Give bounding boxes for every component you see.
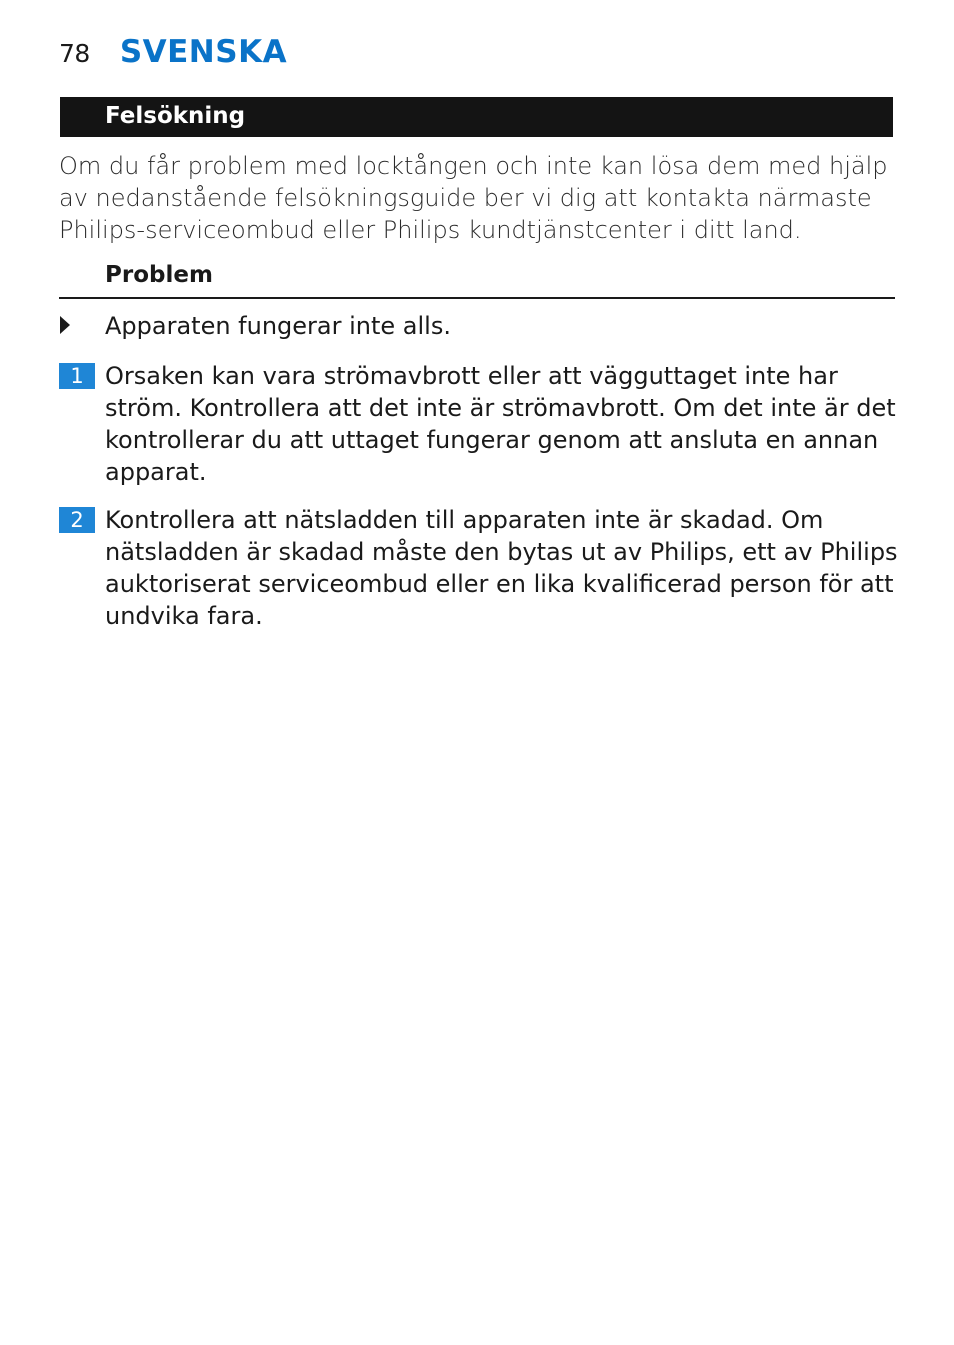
section-title-bar (60, 97, 893, 137)
language-title: SVENSKA (119, 34, 288, 70)
problem-divider (59, 297, 895, 299)
page-number: 78 (59, 39, 90, 68)
step-number-badge: 1 (59, 363, 95, 389)
section-title: Felsökning (105, 103, 246, 129)
step-text: Kontrollera att nätsladden till apparaten inte är skadad. Om nätsladden är skadad måste den bytas ut av Philips, ett av Philips auktoriserat serviceombud eller en lika kvalificerad person för att undvika fara. (105, 506, 898, 630)
problem-item: Apparaten fungerar inte alls. (105, 312, 451, 340)
problem-heading: Problem (105, 262, 213, 288)
triangle-bullet-icon (60, 316, 70, 334)
intro-paragraph: Om du får problem med locktången och inte kan lösa dem med hjälp av nedanstående felsökningsguide ber vi dig att kontakta närmaste Philips-serviceombud eller Philips kundtjänstcenter i ditt land. (59, 152, 888, 244)
page-header (59, 34, 287, 70)
step-text: Orsaken kan vara strömavbrott eller att vägguttaget inte har ström. Kontrollera att det inte är strömavbrott. Om det inte är det kontrollerar du att uttaget fungerar genom att ansluta en annan apparat. (105, 362, 896, 486)
step-number-badge: 2 (59, 507, 95, 533)
